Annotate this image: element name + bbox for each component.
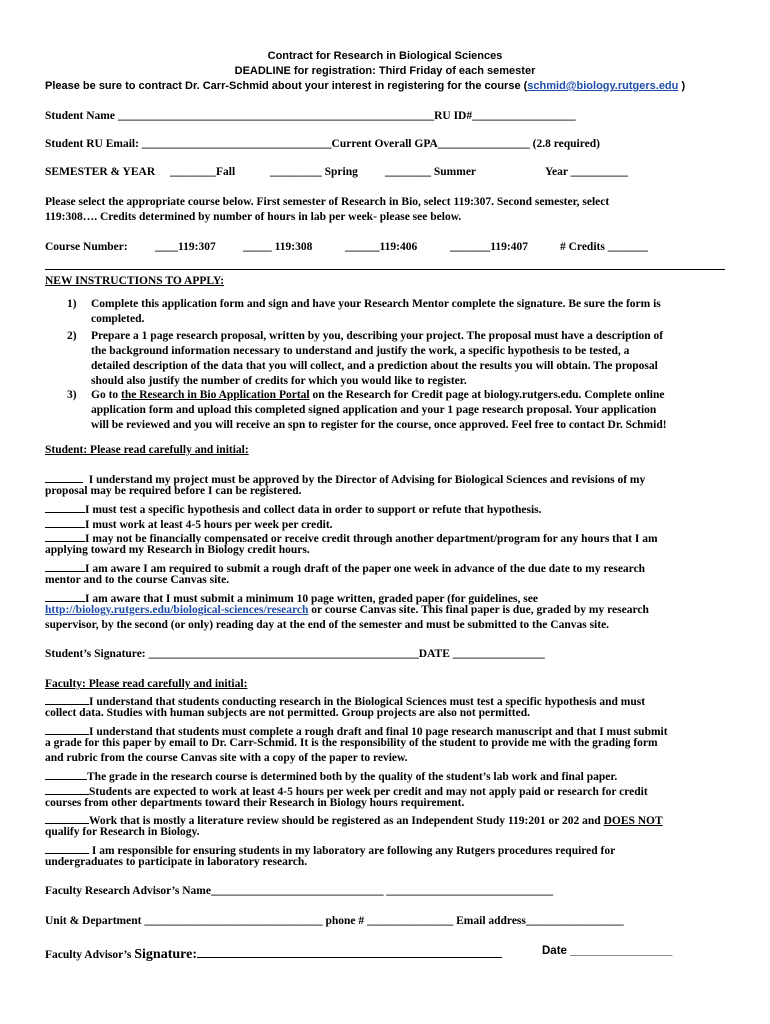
section-divider (45, 269, 725, 270)
faculty-section-heading: Faculty: Please read carefully and initial: (45, 678, 248, 690)
student-initial-6-cont-2: supervisor, by the second (or only) reading day at the end of the semester and must be submitted to the Canvas site. (45, 619, 610, 631)
student-initial-1: I understand my project must be approved by the Director of Advising for Biological Sciences and revisions of my (45, 470, 735, 486)
fall-option[interactable]: ________Fall (170, 166, 236, 178)
student-initial-1-cont: proposal may be required before I can be registered. (45, 485, 302, 497)
spring-option[interactable]: _________ Spring (270, 166, 358, 178)
student-initial-blank-4[interactable] (45, 529, 85, 542)
faculty-initial-2: I understand that students must complete a rough draft and final 10 page research manuscript and that I must submit (45, 722, 735, 738)
instruction-item-3-cont-1: application form and upload this completed signed application and your 1 page research proposal. Your application (91, 404, 657, 416)
faculty-signature-word: Signature: (134, 947, 197, 962)
contact-email-link[interactable]: schmid@biology.rutgers.edu (527, 80, 679, 92)
student-initial-blank-6[interactable] (45, 589, 85, 602)
year-field[interactable]: Year __________ (545, 166, 629, 178)
faculty-initial-4: Students are expected to work at least 4-5 hours per week per credit and may not apply paid or research for credit (45, 782, 735, 798)
faculty-initial-2-cont-2: and rubric from the course Canvas site with a copy of the paper to review. (45, 752, 408, 764)
instructions-heading: NEW INSTRUCTIONS TO APPLY: (45, 275, 225, 287)
contact-notice (45, 80, 685, 92)
course-option-119-406[interactable]: ______119:406 (345, 241, 418, 253)
contact-prefix: Please be sure to contract Dr. Carr-Schmid about your interest in registering for the course ( (45, 80, 528, 92)
course-option-119-307[interactable]: ____119:307 (155, 241, 216, 253)
student-initial-blank-1[interactable] (45, 470, 83, 483)
student-name-field[interactable]: Student Name _______________________________________________________RU ID#__________________ (45, 110, 576, 122)
instruction-item-3: 3) Go to the Research in Bio Application Portal on the Research for Credit page at biology.rutgers.edu. Complete online (67, 389, 665, 401)
faculty-initial-1: I understand that students conducting research in the Biological Sciences must test a specific hypothesis and must (45, 692, 735, 708)
faculty-initial-6-cont: undergraduates to participate in laboratory research. (45, 856, 308, 868)
summer-option[interactable]: ________ Summer (385, 166, 477, 178)
student-initial-6: I am aware that I must submit a minimum 10 page written, graded paper (for guidelines, see (45, 589, 735, 605)
student-initial-6-cont-1: http://biology.rutgers.edu/biological-sciences/research or course Canvas site. This final paper is due, graded by my research (45, 604, 649, 616)
faculty-initial-blank-5[interactable] (45, 811, 89, 824)
semester-label: SEMESTER & YEAR (45, 166, 156, 178)
student-section-heading: Student: Please read carefully and initial: (45, 444, 249, 456)
student-initial-blank-3[interactable] (45, 515, 85, 528)
course-number-row (45, 241, 735, 253)
instruction-item-2-cont-1: the background information necessary to understand and justify the work, a specific hypothesis to be tested, a (91, 345, 630, 357)
faculty-initial-blank-2[interactable] (45, 722, 89, 735)
faculty-signature-row (45, 943, 502, 963)
instruction-item-3-cont-2: will be reviewed and you will receive an spn to register for the course, once approved. Feel free to contact Dr. Schmid! (91, 419, 667, 431)
student-initial-3: I must work at least 4-5 hours per week per credit. (45, 515, 735, 531)
student-initial-2: I must test a specific hypothesis and collect data in order to support or refute that hypothesis. (45, 500, 735, 516)
student-initial-blank-2[interactable] (45, 500, 85, 513)
deadline-notice: DEADLINE for registration: Third Friday of each semester (234, 65, 536, 77)
unit-department-field[interactable]: Unit & Department _______________________________ phone # _______________ Email address_________________ (45, 915, 624, 927)
faculty-initial-5: Work that is mostly a literature review should be registered as an Independent Study 119:201 or 202 and DOES NOT (45, 811, 735, 827)
course-select-instructions-1: Please select the appropriate course below. First semester of Research in Bio, select 119:307. Second semester, select (45, 196, 610, 208)
faculty-initial-1-cont: collect data. Studies with human subjects are not permitted. Group projects are also not permitted. (45, 707, 530, 719)
research-guidelines-link[interactable]: http://biology.rutgers.edu/biological-sciences/research (45, 604, 309, 616)
faculty-date-field[interactable]: Date ________________ (542, 945, 673, 957)
instruction-item-1-cont: completed. (91, 313, 145, 325)
faculty-initial-3: The grade in the research course is determined both by the quality of the student’s lab work and final paper. (45, 767, 735, 783)
faculty-signature-label: Faculty Advisor’s (45, 949, 135, 961)
semester-year-row (45, 166, 735, 178)
student-signature-field[interactable]: Student’s Signature: _______________________________________________DATE ________________ (45, 648, 545, 660)
faculty-initial-blank-4[interactable] (45, 782, 89, 795)
does-not-emphasis: DOES NOT (603, 815, 663, 827)
faculty-initial-6: I am responsible for ensuring students in my laboratory are following any Rutgers procedures required for (45, 841, 735, 857)
faculty-initial-blank-3[interactable] (45, 767, 87, 780)
faculty-initial-4-cont: courses from other departments toward their Research in Biology hours requirement. (45, 797, 465, 809)
course-select-instructions-2: 119:308…. Credits determined by number of hours in lab per week- please see below. (45, 211, 462, 223)
faculty-advisor-name-field[interactable]: Faculty Research Advisor’s Name______________________________ _____________________________ (45, 885, 554, 897)
faculty-initial-blank-1[interactable] (45, 692, 89, 705)
contact-suffix: ) (678, 80, 686, 92)
instruction-item-2-cont-3: should also justify the number of credits for which you would like to register. (91, 375, 467, 387)
application-portal-link[interactable]: the Research in Bio Application Portal (121, 389, 310, 401)
faculty-initial-5-cont: qualify for Research in Biology. (45, 826, 200, 838)
course-option-119-308[interactable]: _____ 119:308 (243, 241, 313, 253)
student-initial-5-cont: mentor and to the course Canvas site. (45, 574, 230, 586)
instruction-item-2-cont-2: detailed description of the data that you will collect, and a prediction about the results you will obtain. The proposal (91, 360, 658, 372)
course-option-119-407[interactable]: _______119:407 (450, 241, 528, 253)
faculty-signature-line[interactable] (197, 943, 502, 958)
credits-field[interactable]: # Credits _______ (560, 241, 648, 253)
form-title: Contract for Research in Biological Sciences (267, 50, 503, 62)
instruction-item-2: 2) Prepare a 1 page research proposal, written by you, describing your project. The proposal must have a description of (67, 330, 664, 342)
student-initial-5: I am aware I am required to submit a rough draft of the paper one week in advance of the due date to my research (45, 559, 735, 575)
student-initial-4-cont: applying toward my Research in Biology credit hours. (45, 544, 310, 556)
student-initial-blank-5[interactable] (45, 559, 85, 572)
student-initial-4: I may not be financially compensated or receive credit through another department/program for any hours that I am (45, 529, 735, 545)
course-number-label: Course Number: (45, 241, 128, 253)
faculty-initial-2-cont-1: a grade for this paper by email to Dr. Carr-Schmid. It is the responsibility of the student to provide me with the grading form (45, 737, 658, 749)
instruction-item-1: 1) Complete this application form and sign and have your Research Mentor complete the signature. Be sure the form is (67, 298, 661, 310)
faculty-initial-blank-6[interactable] (45, 841, 89, 854)
student-email-field[interactable]: Student RU Email: _________________________________Current Overall GPA________________ (2.8 required) (45, 138, 600, 150)
